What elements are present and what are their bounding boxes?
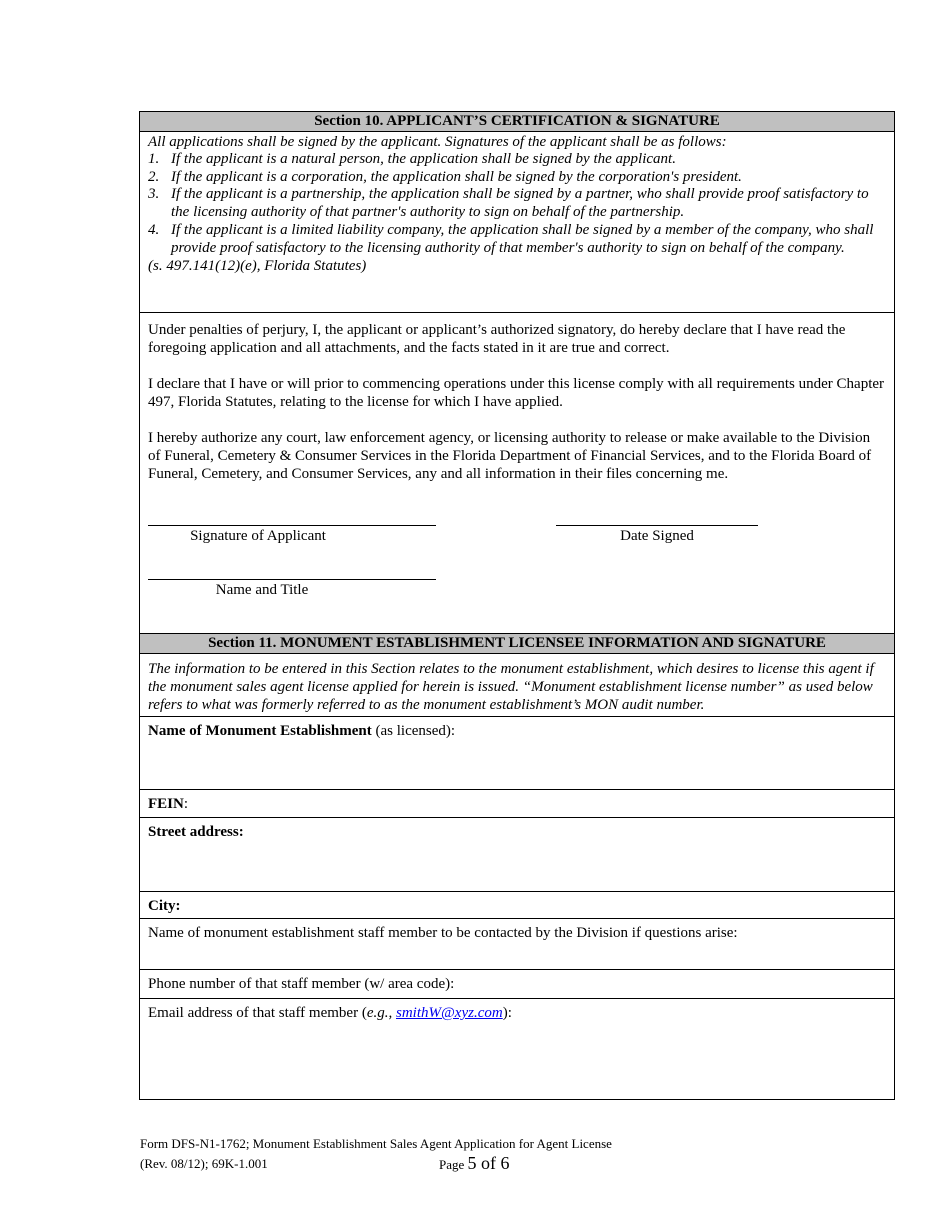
item-number: 3.: [148, 186, 160, 203]
section-10-instructions: [140, 132, 894, 313]
instructions-intro: All applications shall be signed by the applicant. Signatures of the applicant shall be as follows:: [148, 134, 727, 150]
instruction-item: [148, 169, 886, 187]
example-email-link[interactable]: smithW@xyz.com: [396, 1005, 503, 1021]
staff-contact-label: Name of monument establishment staff member to be contacted by the Division if questions arise:: [148, 925, 738, 941]
item-text: If the applicant is a corporation, the application shall be signed by the corporation's president.: [171, 168, 742, 185]
name-title-label: Name and Title: [215, 582, 309, 598]
city-label: City:: [148, 898, 181, 914]
item-number: 2.: [148, 168, 160, 185]
fein-field[interactable]: [140, 790, 894, 818]
perjury-declaration: Under penalties of perjury, I, the applicant or applicant’s authorized signatory, do hereby declare that I have read the foregoing application and all attachments, and the facts stated in it are true and correct.: [148, 322, 846, 356]
city-field[interactable]: [140, 892, 894, 919]
name-title-line[interactable]: [148, 579, 436, 580]
section-11-intro: [140, 654, 894, 717]
item-number: 4.: [148, 221, 160, 238]
staff-email-field[interactable]: [140, 999, 894, 1099]
section-11-intro-text: The information to be entered in this Section relates to the monument establishment, which desires to license this agent if the monument sales agent license applied for herein is issued. “Monument establishment license number” as used below refers to what was formerly referred to as the monument establishment’s MON audit number.: [148, 661, 874, 713]
email-label-pre: Email address of that staff member (: [148, 1005, 367, 1021]
statute-reference: (s. 497.141(12)(e), Florida Statutes): [148, 258, 367, 275]
staff-phone-field[interactable]: [140, 970, 894, 999]
footer-page-indicator: [439, 1153, 510, 1174]
page-number: 5 of 6: [467, 1153, 510, 1173]
instruction-item: [148, 222, 886, 257]
staff-contact-field[interactable]: [140, 919, 894, 970]
footer-form-line: Form DFS-N1-1762; Monument Establishment Sales Agent Application for Agent License: [140, 1136, 612, 1151]
date-signed-line[interactable]: [556, 525, 758, 526]
establishment-name-label-bold: Name of Monument Establishment: [148, 723, 372, 739]
section-10-header: Section 10. APPLICANT’S CERTIFICATION & SIGNATURE: [140, 112, 894, 132]
authorization-statement: I hereby authorize any court, law enforcement agency, or licensing authority to release or make available to the Division of Funeral, Cemetery & Consumer Services in the Florida Department of Financial Services, and to the Florida Board of Funeral, Cemetery, and Consumer Services, any and all information in their files concerning me.: [148, 430, 872, 482]
section-11-header: Section 11. MONUMENT ESTABLISHMENT LICENSEE INFORMATION AND SIGNATURE: [140, 634, 894, 654]
item-text: If the applicant is a limited liability company, the application shall be signed by a member of the company, who shall provide proof satisfactory to the licensing authority of that member's authority to sign on behalf of the company.: [171, 221, 874, 256]
fein-label-bold: FEIN: [148, 796, 184, 812]
item-number: 1.: [148, 151, 160, 167]
fein-colon: :: [183, 796, 189, 812]
instruction-item: [148, 151, 886, 169]
staff-email-label: [148, 999, 886, 1022]
establishment-name-label: [148, 717, 886, 740]
instruction-item: [148, 186, 886, 221]
footer-revision: (Rev. 08/12); 69K-1.001: [140, 1156, 268, 1171]
establishment-name-label-rest: (as licensed):: [371, 723, 456, 739]
street-address-field[interactable]: [140, 818, 894, 892]
street-address-label: Street address:: [148, 824, 244, 840]
staff-phone-label: Phone number of that staff member (w/ area code):: [148, 976, 455, 992]
signature-line[interactable]: [148, 525, 436, 526]
item-text: If the applicant is a natural person, the application shall be signed by the applicant.: [171, 151, 676, 167]
establishment-name-field[interactable]: [140, 717, 894, 790]
signature-label: Signature of Applicant: [190, 528, 326, 544]
date-signed-label: Date Signed: [620, 528, 694, 544]
email-label-post: ):: [502, 1005, 512, 1021]
signature-area: [148, 483, 886, 643]
page-word: Page: [439, 1157, 468, 1172]
certification-block: [140, 313, 894, 634]
email-eg: e.g.,: [366, 1005, 396, 1021]
item-text: If the applicant is a partnership, the application shall be signed by a partner, who shall provide proof satisfactory to the licensing authority of that partner's authority to sign on behalf of the partnership.: [171, 186, 869, 221]
compliance-declaration: I declare that I have or will prior to commencing operations under this license comply with all requirements under Chapter 497, Florida Statutes, relating to the license for which I have applied.: [148, 376, 885, 410]
application-form: [139, 111, 895, 1100]
fein-label: [148, 790, 886, 813]
